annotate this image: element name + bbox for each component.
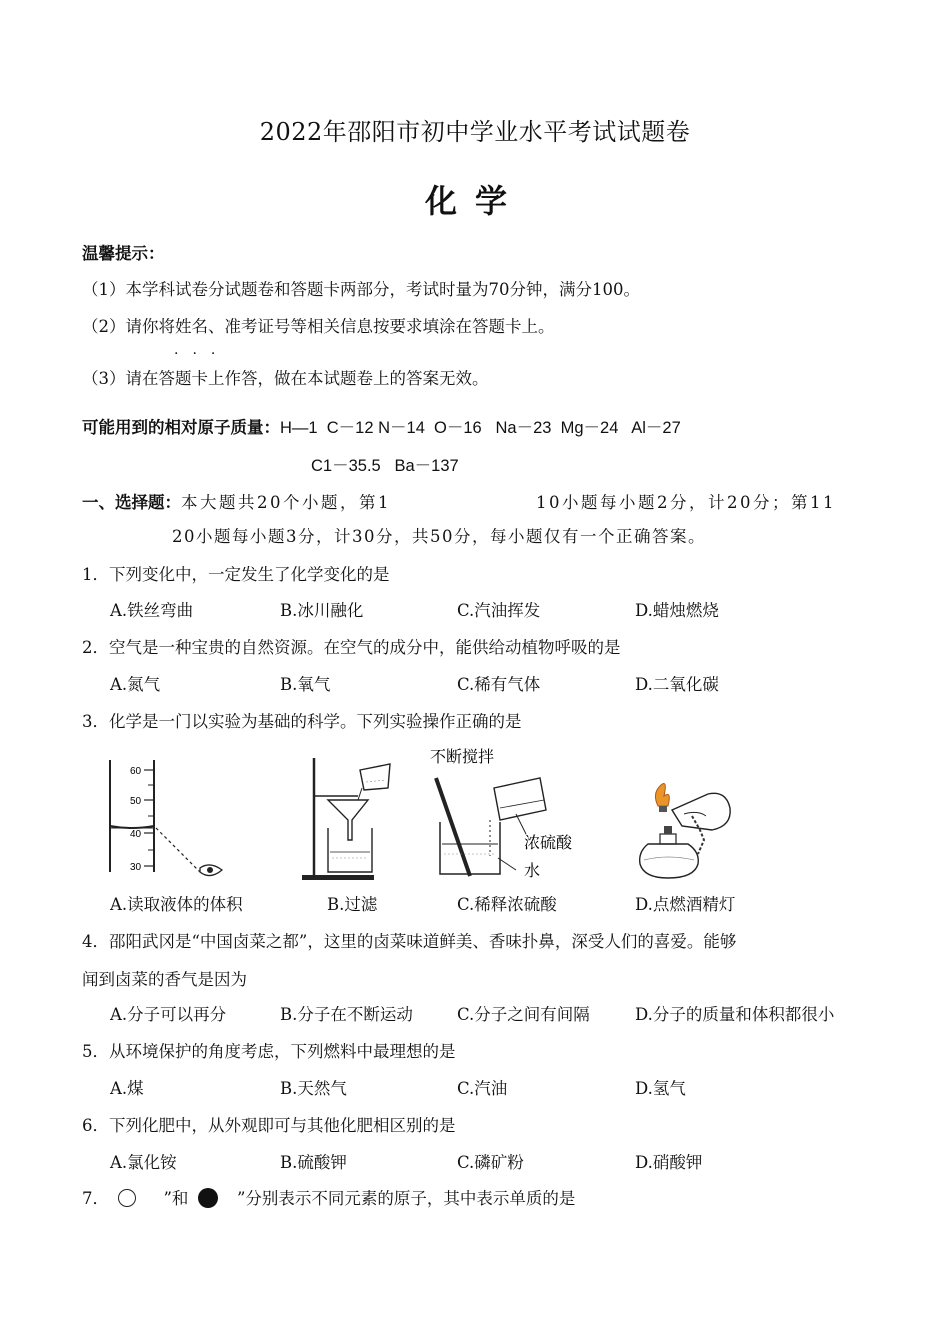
q4-option-d: D.分子的质量和体积都很小 (635, 1005, 835, 1024)
label-stir: 不断搅拌 (430, 748, 495, 766)
tick-label-60: 60 (130, 766, 142, 777)
filled-circle-atom-icon (198, 1188, 218, 1208)
q7-suffix: ”分别表示不同元素的原子，其中表示单质的是 (236, 1189, 576, 1208)
question-7-stem (82, 1185, 575, 1209)
atomic-mass-line2: C1－35.5 Ba－137 (311, 457, 459, 475)
tip-item-1: （1）本学科试卷分试题卷和答题卡两部分，考试时量为70分钟，满分100。 (82, 280, 640, 299)
q7-mid: ”和 (163, 1189, 189, 1208)
tip-item-3: （3）请在答题卡上作答，做在本试题卷上的答案无效。 (82, 369, 489, 388)
q1-option-a: A.铁丝弯曲 (110, 601, 194, 620)
atomic-mass-label: 可能用到的相对原子质量： (82, 418, 280, 437)
q1-option-c: C.汽油挥发 (457, 601, 541, 620)
q3-option-a: A.读取液体的体积 (110, 895, 243, 914)
q5-option-c: C.汽油 (457, 1079, 508, 1098)
question-3-stem: 3．化学是一门以实验为基础的科学。下列实验操作正确的是 (82, 712, 522, 731)
figure-dilute-acid (428, 748, 588, 883)
question-5-stem: 5．从环境保护的角度考虑，下列燃料中最理想的是 (82, 1042, 456, 1061)
tick-label-40: 40 (130, 829, 142, 840)
q2-option-b: B.氧气 (280, 675, 331, 694)
q6-option-d: D.硝酸钾 (635, 1153, 703, 1172)
q6-option-a: A.氯化铵 (110, 1153, 177, 1172)
figure-read-volume (100, 760, 230, 885)
q3-option-b: B.过滤 (327, 895, 378, 914)
question-6-stem: 6．下列化肥中，从外观即可与其他化肥相区别的是 (82, 1116, 456, 1135)
tick-label-50: 50 (130, 796, 142, 807)
emphasis-dots: ... (174, 342, 230, 358)
figure-alcohol-lamp (628, 780, 748, 884)
q5-option-b: B.天然气 (280, 1079, 347, 1098)
atomic-mass-line1: H—1 C－12 N－14 O－16 Na－23 Mg－24 Al－27 (280, 419, 681, 437)
q4-option-a: A.分子可以再分 (110, 1005, 227, 1024)
q1-option-d: D.蜡烛燃烧 (635, 601, 719, 620)
q5-option-a: A.煤 (110, 1079, 144, 1098)
question-2-stem: 2．空气是一种宝贵的自然资源。在空气的成分中，能供给动植物呼吸的是 (82, 638, 621, 657)
subject-title: 化学 (424, 182, 525, 220)
q6-option-c: C.磷矿粉 (457, 1153, 524, 1172)
label-water: 水 (524, 861, 541, 880)
tip-item-2: （2）请你将姓名、准考证号等相关信息按要求填涂在答题卡上。 (82, 317, 555, 336)
label-acid: 浓硫酸 (524, 833, 573, 852)
q2-option-d: D.二氧化碳 (635, 675, 719, 694)
tips-heading: 温馨提示： (82, 244, 165, 263)
question-4-stem-line2: 闻到卤菜的香气是因为 (82, 970, 247, 989)
section-desc-part1: 本大题共20个小题，第1 (181, 493, 391, 512)
exam-title: 2022年邵阳市初中学业水平考试试题卷 (259, 118, 691, 146)
q1-option-b: B.冰川融化 (280, 601, 364, 620)
q3-option-d: D.点燃酒精灯 (635, 895, 736, 914)
section-heading: 一、选择题： (82, 493, 181, 512)
q4-option-b: B.分子在不断运动 (280, 1005, 413, 1024)
section-desc-line2: 20小题每小题3分，计30分，共50分，每小题仅有一个正确答案。 (172, 527, 706, 546)
q4-option-c: C.分子之间有间隔 (457, 1005, 590, 1024)
q6-option-b: B.硫酸钾 (280, 1153, 347, 1172)
question-4-stem: 4．邵阳武冈是“中国卤菜之都”，这里的卤菜味道鲜美、香味扑鼻，深受人们的喜爱。能够 (82, 932, 737, 951)
q2-option-a: A.氮气 (110, 675, 161, 694)
tick-label-30: 30 (130, 862, 142, 873)
q3-option-c: C.稀释浓硫酸 (457, 895, 557, 914)
open-circle-atom-icon (118, 1189, 136, 1207)
section-desc-part2: 10小题每小题2分，计20分；第11 (536, 493, 836, 512)
figure-filtration (298, 748, 403, 883)
q7-prefix: 7． (82, 1189, 109, 1208)
q2-option-c: C.稀有气体 (457, 675, 541, 694)
q5-option-d: D.氢气 (635, 1079, 686, 1098)
question-1-stem: 1．下列变化中，一定发生了化学变化的是 (82, 565, 390, 584)
